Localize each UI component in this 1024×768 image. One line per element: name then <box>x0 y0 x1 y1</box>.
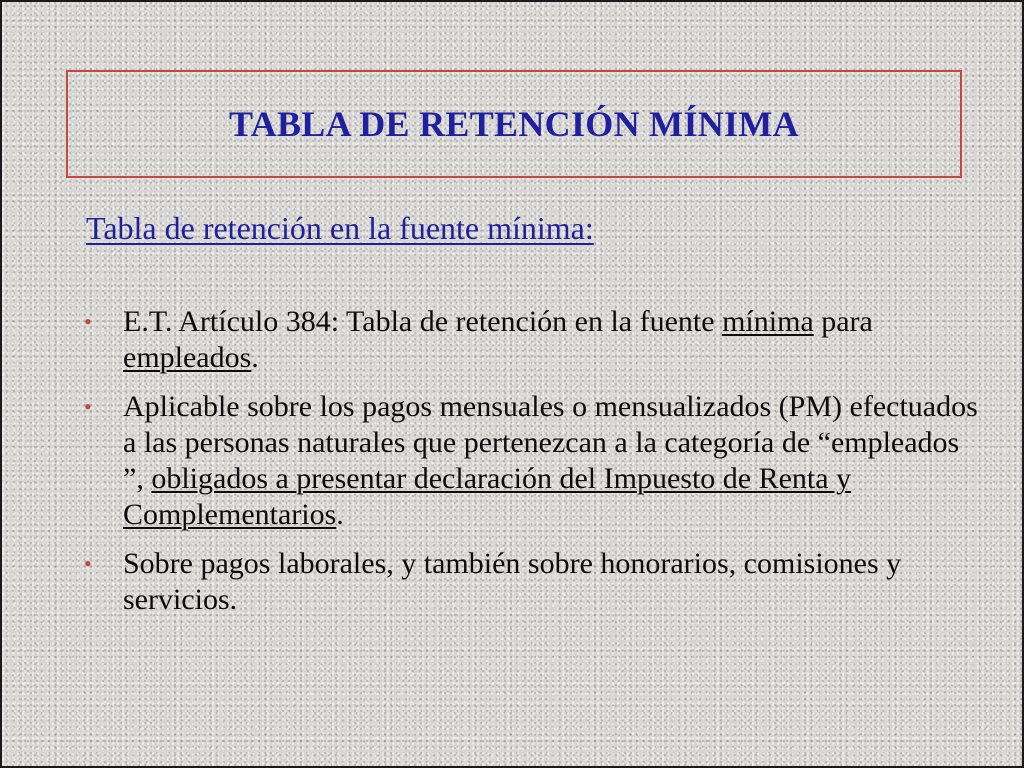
subheading: Tabla de retención en la fuente mínima: <box>86 210 594 246</box>
bullet-text-underlined: empleados <box>123 341 252 374</box>
title-box <box>66 70 962 178</box>
bullet-text-segment: E.T. Artículo 384: Tabla de retención en la fuente <box>123 305 723 338</box>
bullet-text-segment: para <box>813 305 873 338</box>
bullet-item <box>80 389 980 533</box>
bullet-marker-icon: • <box>84 394 92 419</box>
bullet-item <box>80 546 980 618</box>
bullet-text-segment: Aplicable sobre los pagos mensuales o mensualizados (PM) efectuados a las personas naturales que pertenezcan a la categoría de “empleados ”, <box>123 390 978 495</box>
slide-title: TABLA DE RETENCIÓN MÍNIMA <box>229 104 799 144</box>
bullet-text-underlined: obligados a presentar declaración del Impuesto de Renta y Complementarios <box>123 462 852 531</box>
bullet-marker-icon: • <box>84 309 92 334</box>
bullet-marker-icon: • <box>84 551 92 576</box>
bullet-item <box>80 304 980 376</box>
bullet-text-segment: . <box>251 341 259 374</box>
bullet-list <box>80 304 980 631</box>
bullet-text-underlined: mínima <box>722 305 814 338</box>
bullet-text-segment: . <box>336 498 344 531</box>
bullet-text-segment: Sobre pagos laborales, y también sobre honorarios, comisiones y servicios. <box>123 547 902 616</box>
